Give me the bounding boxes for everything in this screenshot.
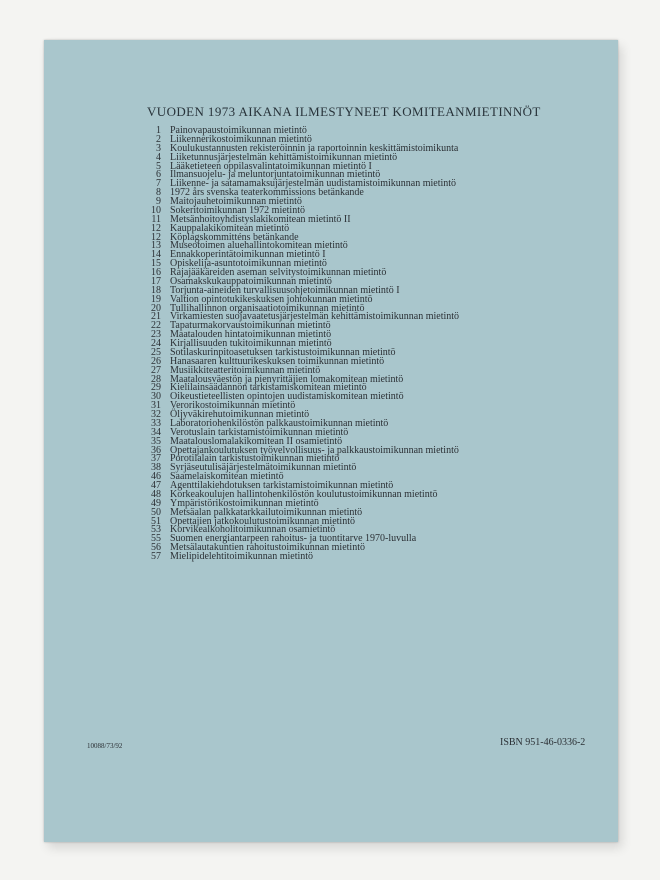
item-number: 5 [156, 160, 161, 172]
item-title: Opiskelija-asuntotoimikunnan mietintö [170, 258, 327, 270]
item-number: 55 [151, 533, 161, 545]
item-number: 18 [151, 284, 161, 296]
item-number: 57 [151, 551, 161, 562]
item-number: 24 [151, 338, 161, 349]
item-title: Rajajääkäreiden aseman selvitystoimikunnan mietintö [170, 267, 387, 278]
item-title: Torjunta-aineiden turvallisuusohjetoimikunnan mietintö I [170, 284, 400, 296]
item-title: Ennakkoperintätoimikunnan mietintö I [170, 249, 326, 261]
item-title: Syrjäseutulisäjärjestelmätoimikunnan mietintö [170, 462, 357, 474]
item-title: Liikennerikostoimikunnan mietintö [170, 133, 312, 145]
item-number: 23 [151, 329, 161, 341]
item-title: Valtion opintotukikeskuksen johtokunnan mietintö [170, 293, 373, 305]
item-number: 29 [151, 382, 161, 394]
item-title: Hanasaaren kulttuurikeskuksen toimikunnan mietintö [170, 355, 385, 367]
item-title: Sotilaskurinpitoasetuksen tarkistustoimikunnan mietintö [170, 346, 396, 358]
item-title: Verotuslain tarkistamistoimikunnan mietintö [170, 426, 349, 438]
item-number: 12 [151, 231, 161, 243]
item-number: 38 [151, 462, 161, 474]
item-title: Suomen energiantarpeen rahoitus- ja tuontitarve 1970-luvulla [170, 533, 417, 545]
item-title: Ympäristörikostoimikunnan mietintö [170, 497, 319, 509]
item-number: 12 [151, 222, 161, 234]
item-number: 14 [151, 249, 161, 261]
item-number: 46 [151, 471, 161, 483]
item-title: Tapaturmakorvaustoimikunnan mietintö [170, 320, 331, 332]
item-number: 16 [151, 267, 161, 278]
isbn-number: ISBN 951-46-0336-2 [500, 737, 586, 748]
item-number: 1 [156, 125, 161, 136]
item-title: Maatalouden hintatoimikunnan mietintö [170, 329, 332, 341]
item-number: 28 [151, 373, 161, 385]
item-title: Museotoimen aluehallintokomitean mietintö [170, 240, 348, 252]
item-number: 13 [151, 240, 161, 252]
item-title: Korvikealkoholitoimikunnan osamietintö [170, 524, 336, 536]
item-title: Maitojauhetoimikunnan mietintö [170, 196, 302, 207]
item-number: 19 [151, 293, 161, 305]
item-title: Maatalousväestön ja pienyrittäjien lomakomitean mietintö [170, 373, 404, 385]
item-title: Opettajankoulutuksen työvelvollisuus- ja palkkaustoimikunnan mietintö [170, 444, 459, 456]
item-title: Köplagskommitténs betänkande [170, 231, 299, 243]
item-number: 35 [151, 435, 161, 447]
item-number: 20 [151, 302, 161, 314]
item-number: 31 [151, 400, 161, 412]
item-number: 7 [156, 178, 161, 190]
item-number: 32 [151, 409, 161, 420]
item-number: 21 [151, 311, 161, 323]
item-title: Liiketunnusjärjestelmän kehittämistoimikunnan mietintö [170, 151, 398, 163]
item-number: 17 [151, 275, 161, 287]
item-number: 3 [156, 142, 161, 154]
item-number: 49 [151, 497, 161, 509]
item-number: 22 [151, 320, 161, 332]
item-title: Kauppalakikomitean mietintö [170, 222, 290, 234]
item-title: Kirjallisuuden tukitoimikunnan mietintö [170, 338, 332, 349]
item-title: Painovapaustoimikunnan mietintö [170, 125, 307, 136]
item-title: Metsänhoitoyhdistyslakikomitean mietintö II [170, 213, 351, 225]
item-title: Lääketieteen oppilasvalintatoimikunnan mietintö I [170, 160, 372, 172]
print-code: 10088/73/92 [87, 742, 123, 750]
item-title: Verorikostoimikunnan mietintö [170, 400, 296, 412]
item-number: 53 [151, 524, 161, 536]
item-title: Agenttilakiehdotuksen tarkistamistoimikunnan mietintö [170, 480, 394, 491]
item-title: Tullihallinnon organisaatiotoimikunnan mietintö [170, 302, 365, 314]
item-number: 27 [151, 364, 161, 376]
item-number: 33 [151, 417, 161, 429]
item-title: Koulukustannusten rekisteröinnin ja raportoinnin keskittämistoimikunta [170, 142, 459, 154]
item-number: 37 [151, 453, 161, 465]
item-number: 30 [151, 391, 161, 403]
item-number: 47 [151, 480, 161, 491]
list-heading: VUODEN 1973 AIKANA ILMESTYNEET KOMITEANMIETINNÖT [147, 104, 541, 119]
item-title: Metsäalan palkkatarkkailutoimikunnan mietintö [170, 506, 363, 518]
item-number: 25 [151, 346, 161, 358]
item-number: 48 [151, 488, 161, 500]
item-number: 11 [151, 213, 161, 225]
item-title: Metsälautakuntien rahoitustoimikunnan mietintö [170, 542, 365, 554]
item-number: 56 [151, 542, 161, 554]
item-title: Virkamiesten suojavaatetusjärjestelmän kehittämistoimikunnan mietintö [170, 311, 460, 323]
item-title: Kielilainsäädännön tarkistamiskomitean mietintö [170, 382, 367, 394]
item-title: Öljyväkirehutoimikunnan mietintö [170, 409, 310, 420]
item-title: Korkeakoulujen hallintohenkilöstön koulutustoimikunnan mietintö [170, 488, 438, 500]
list-item [147, 553, 607, 562]
item-title: Porotilalain tarkistustoimikunnan mietintö [170, 453, 340, 465]
item-number: 15 [151, 258, 161, 270]
item-title: Saamelaiskomitean mietintö [170, 471, 284, 483]
item-number: 36 [151, 444, 161, 456]
item-title: Maatalouslomalakikomitean II osamietintö [170, 435, 343, 447]
item-title: Ilmansuojelu- ja meluntorjuntatoimikunnan mietintö [170, 169, 381, 181]
item-title: Osamakskukauppatoimikunnan mietintö [170, 275, 332, 287]
item-number: 50 [151, 506, 161, 518]
item-number: 2 [156, 133, 161, 145]
report-list [147, 127, 607, 562]
item-number: 26 [151, 355, 161, 367]
item-title: Liikenne- ja satamamaksujärjestelmän uudistamistoimikunnan mietintö [170, 178, 457, 190]
item-title: Laboratoriohenkilöstön palkkaustoimikunnan mietintö [170, 417, 389, 429]
item-number: 9 [156, 196, 161, 207]
item-number: 8 [156, 187, 161, 199]
item-title: Mielipidelehtitoimikunnan mietintö [170, 551, 314, 562]
item-title: Oikeustieteellisten opintojen uudistamiskomitean mietintö [170, 391, 404, 403]
item-number: 51 [151, 515, 161, 527]
item-number: 10 [151, 204, 161, 216]
item-number: 4 [156, 151, 161, 163]
item-title: Musiikkiteatteritoimikunnan mietintö [170, 364, 321, 376]
item-number: 34 [151, 426, 161, 438]
item-title: 1972 års svenska teaterkommissions betänkande [170, 187, 364, 199]
item-title: Opettajien jatkokoulutustoimikunnan mietintö [170, 515, 355, 527]
book-back-cover [44, 40, 618, 842]
item-title: Sokeritoimikunnan 1972 mietintö [170, 204, 305, 216]
item-number: 6 [156, 169, 161, 181]
